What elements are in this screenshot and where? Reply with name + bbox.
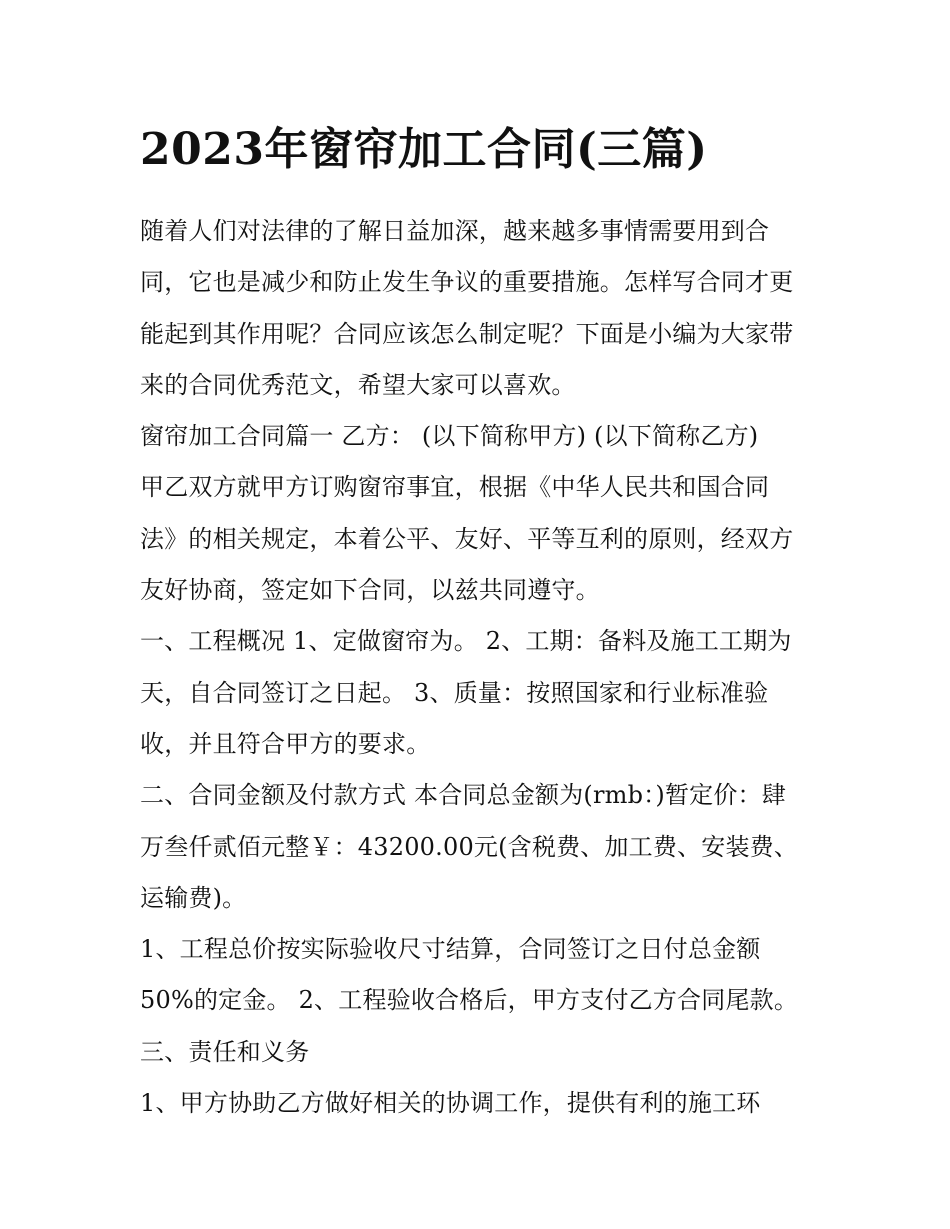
body-line: 友好协商，签定如下合同，以兹共同遵守。 <box>140 576 600 605</box>
body-line: 随着人们对法律的了解日益加深，越来越多事情需要用到合 <box>140 217 770 245</box>
body-line: 法》的相关规定，本着公平、友好、平等互利的原则，经双方 <box>140 524 794 553</box>
body-line: 能起到其作用呢？合同应该怎么制定呢？下面是小编为大家带 <box>140 319 794 348</box>
document-title: 2023年窗帘加工合同(三篇) <box>140 124 708 175</box>
body-line: 运输费)。 <box>140 883 247 912</box>
body-line: 收，并且符合甲方的要求。 <box>140 729 431 758</box>
section-heading-line: 窗帘加工合同篇一 乙方： (以下简称甲方) (以下简称乙方) <box>140 422 759 451</box>
body-line: 天，自合同签订之日起。 3、质量：按照国家和行业标准验 <box>140 678 769 707</box>
body-line: 50%的定金。 2、工程验收合格后，甲方支付乙方合同尾款。 <box>140 986 799 1015</box>
body-line: 万叁仟贰佰元整￥：43200.00元(含税费、加工费、安装费、 <box>140 832 799 861</box>
section-heading-line: 三、责任和义务 <box>140 1037 310 1066</box>
body-line: 来的合同优秀范文，希望大家可以喜欢。 <box>140 370 576 399</box>
body-line: 同，它也是减少和防止发生争议的重要措施。怎样写合同才更 <box>140 268 794 297</box>
document-body <box>140 206 820 1129</box>
body-line: 1、工程总价按实际验收尺寸结算，合同签订之日付总金额 <box>140 935 761 964</box>
body-line: 甲乙双方就甲方订购窗帘事宜，根据《中华人民共和国合同 <box>140 473 770 502</box>
document-page <box>140 118 820 1129</box>
body-line: 一、工程概况 1、定做窗帘为。 2、工期：备料及施工工期为 <box>140 627 792 656</box>
body-line: 二、合同金额及付款方式 本合同总金额为(rmb：)暂定价：肆 <box>140 781 786 810</box>
body-line: 1、甲方协助乙方做好相关的协调工作，提供有利的施工环 <box>140 1089 761 1118</box>
